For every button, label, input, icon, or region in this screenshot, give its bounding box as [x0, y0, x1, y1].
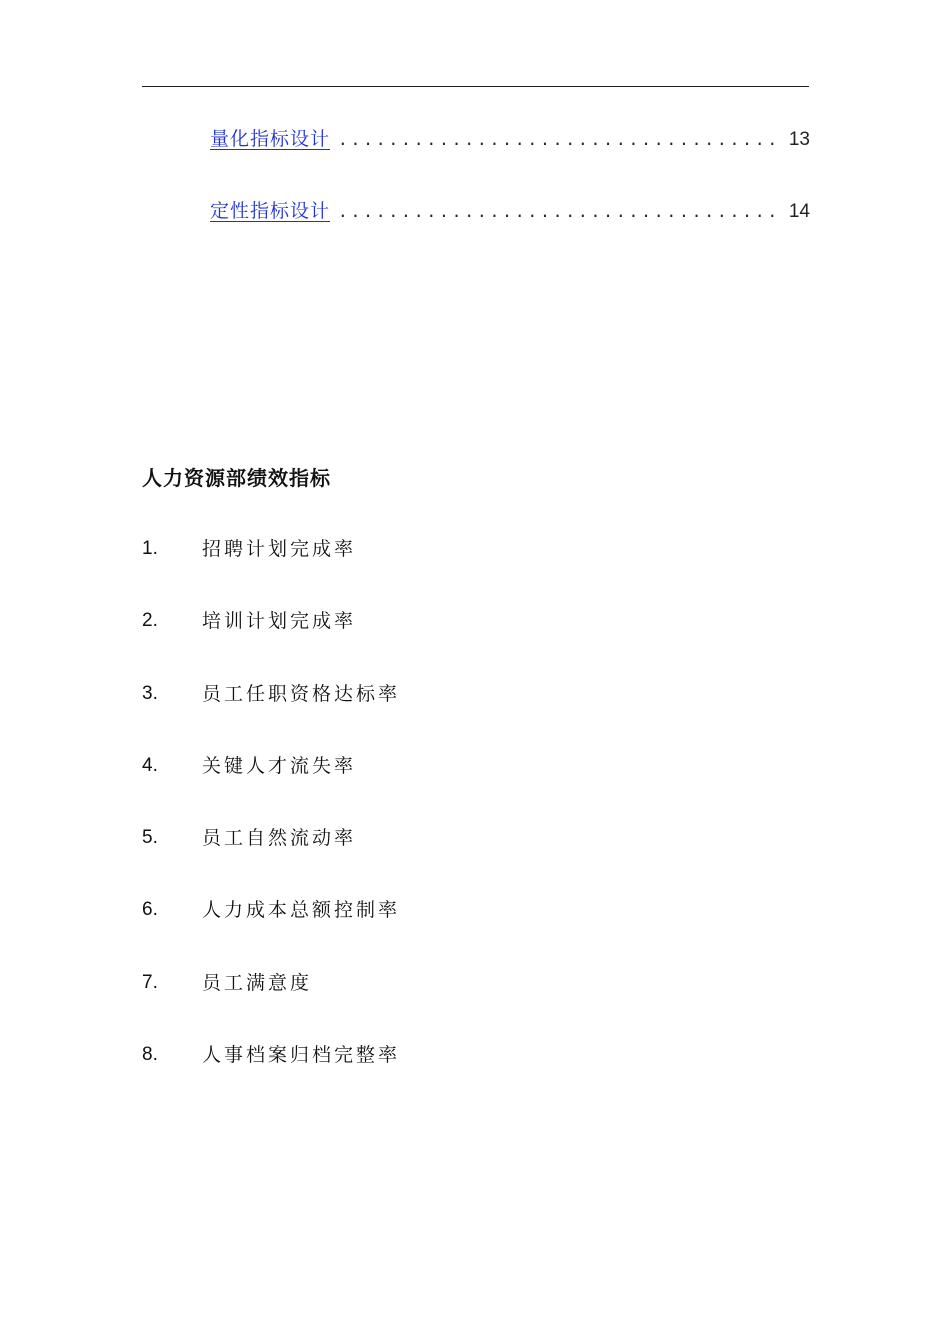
list-item-text: 员工满意度: [202, 971, 313, 994]
list-item: [142, 969, 400, 1041]
list-item-number: 2.: [142, 610, 158, 632]
list-item-text: 关键人才流失率: [202, 754, 357, 777]
list-item-text: 招聘计划完成率: [202, 538, 357, 560]
list-item: [142, 896, 400, 968]
list-item: [142, 680, 400, 752]
toc-dot-leader: [338, 127, 783, 153]
list-item-number: 3.: [142, 682, 158, 704]
toc-page-number: 14: [788, 201, 810, 222]
toc-dot-leader: [338, 199, 783, 225]
list-item-text: 培训计划完成率: [202, 610, 357, 633]
list-item: [142, 1041, 400, 1113]
toc-page-number: 13: [788, 129, 810, 150]
list-item-text: 人事档案归档完整率: [202, 1044, 401, 1067]
list-item: [142, 535, 400, 607]
kpi-list: [142, 535, 400, 1113]
list-item-number: 7.: [142, 971, 158, 993]
list-item-text: 人力成本总额控制率: [202, 899, 401, 922]
list-item: [142, 752, 400, 824]
toc-link[interactable]: 量化指标设计: [210, 128, 331, 150]
list-item-number: 6.: [142, 899, 158, 921]
toc-entry[interactable]: [210, 198, 810, 225]
toc-entry[interactable]: [210, 126, 810, 153]
list-item-number: 5.: [142, 827, 158, 849]
list-item: [142, 607, 400, 679]
toc-link[interactable]: 定性指标设计: [210, 200, 331, 222]
list-item: [142, 824, 400, 896]
list-item-text: 员工自然流动率: [202, 827, 357, 850]
section-title: 人力资源部绩效指标: [142, 466, 331, 490]
list-item-number: 4.: [142, 754, 158, 776]
header-divider: [142, 86, 809, 87]
list-item-number: 1.: [142, 538, 158, 559]
list-item-text: 员工任职资格达标率: [202, 682, 401, 705]
list-item-number: 8.: [142, 1044, 158, 1066]
